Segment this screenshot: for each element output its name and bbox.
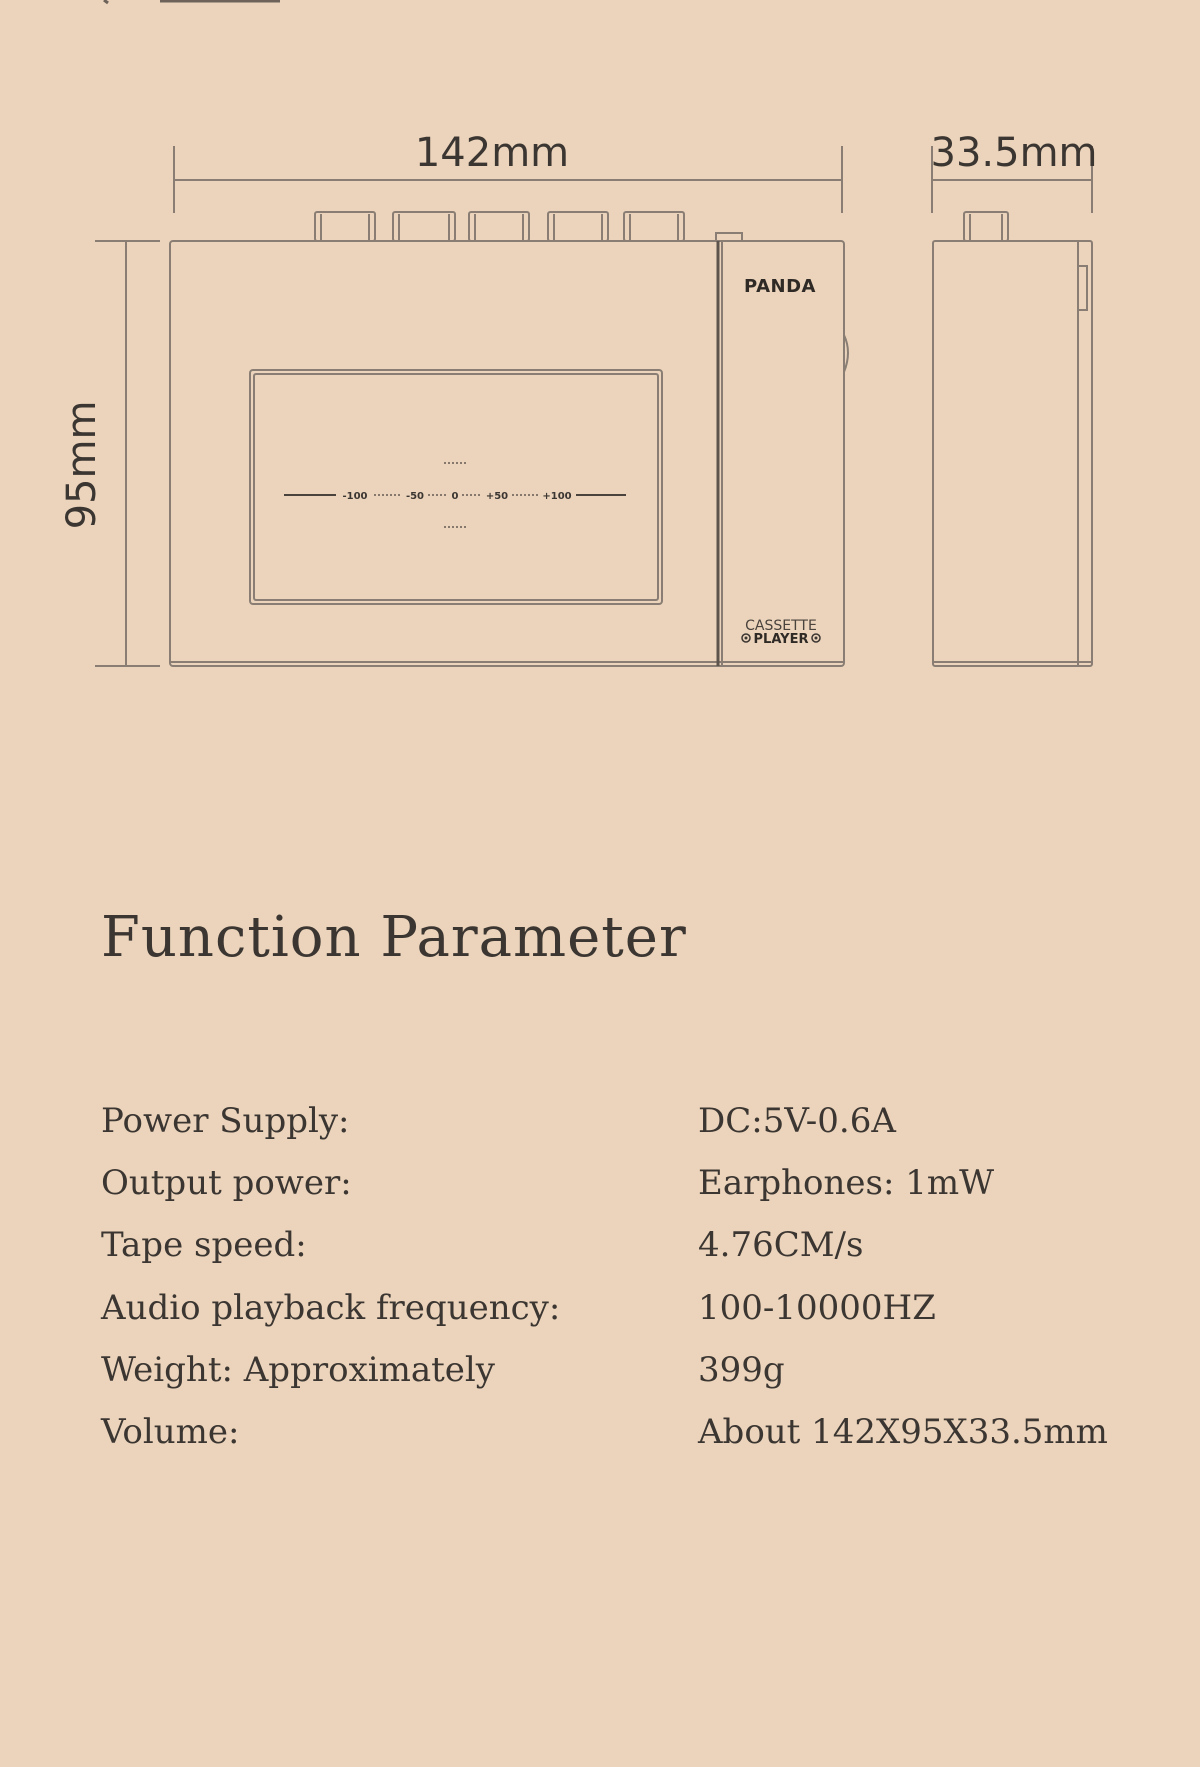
top-fragment xyxy=(104,0,280,3)
scale-label: 0 xyxy=(451,491,459,502)
parameter-label: Audio playback frequency: xyxy=(101,1287,561,1328)
height-label: 95mm xyxy=(59,400,105,530)
dimension-diagram xyxy=(0,0,1200,720)
parameter-row xyxy=(101,1152,1111,1214)
parameter-value: Earphones: 1mW xyxy=(698,1163,995,1204)
parameter-label: Volume: xyxy=(101,1412,240,1453)
parameter-row xyxy=(101,1277,1111,1339)
parameter-row xyxy=(101,1339,1111,1401)
parameter-value: 100-10000HZ xyxy=(698,1287,936,1328)
parameter-row xyxy=(101,1214,1111,1276)
parameter-row xyxy=(101,1090,1111,1152)
player-left-dot-center xyxy=(745,637,748,640)
parameter-row xyxy=(101,1401,1111,1463)
scale-labels xyxy=(342,491,571,502)
cassette-player-drawing xyxy=(0,0,1200,720)
section-title: Function Parameter xyxy=(101,905,687,970)
parameter-label: Weight: Approximately xyxy=(101,1349,495,1390)
parameter-label: Power Supply: xyxy=(101,1101,350,1142)
player-text: PLAYER xyxy=(753,632,809,647)
cassette-text: CASSETTE xyxy=(745,618,817,634)
player-right-dot-center xyxy=(815,637,818,640)
depth-label: 33.5mm xyxy=(930,130,1098,176)
parameter-value: 4.76CM/s xyxy=(698,1225,864,1266)
parameter-table xyxy=(101,1090,1111,1463)
brand-logo: PANDA xyxy=(744,276,816,297)
scale-label: -50 xyxy=(405,491,425,502)
width-label: 142mm xyxy=(414,130,570,176)
parameter-value: About 142X95X33.5mm xyxy=(698,1412,1108,1453)
scale-label: +50 xyxy=(485,491,509,502)
parameter-label: Output power: xyxy=(101,1163,352,1204)
parameter-value: 399g xyxy=(698,1349,785,1390)
parameter-value: DC:5V-0.6A xyxy=(698,1101,896,1142)
parameter-label: Tape speed: xyxy=(101,1225,307,1266)
scale-label: -100 xyxy=(342,491,368,502)
side-view xyxy=(933,212,1092,666)
player-text-group xyxy=(742,632,820,647)
scale-label: +100 xyxy=(542,491,572,502)
